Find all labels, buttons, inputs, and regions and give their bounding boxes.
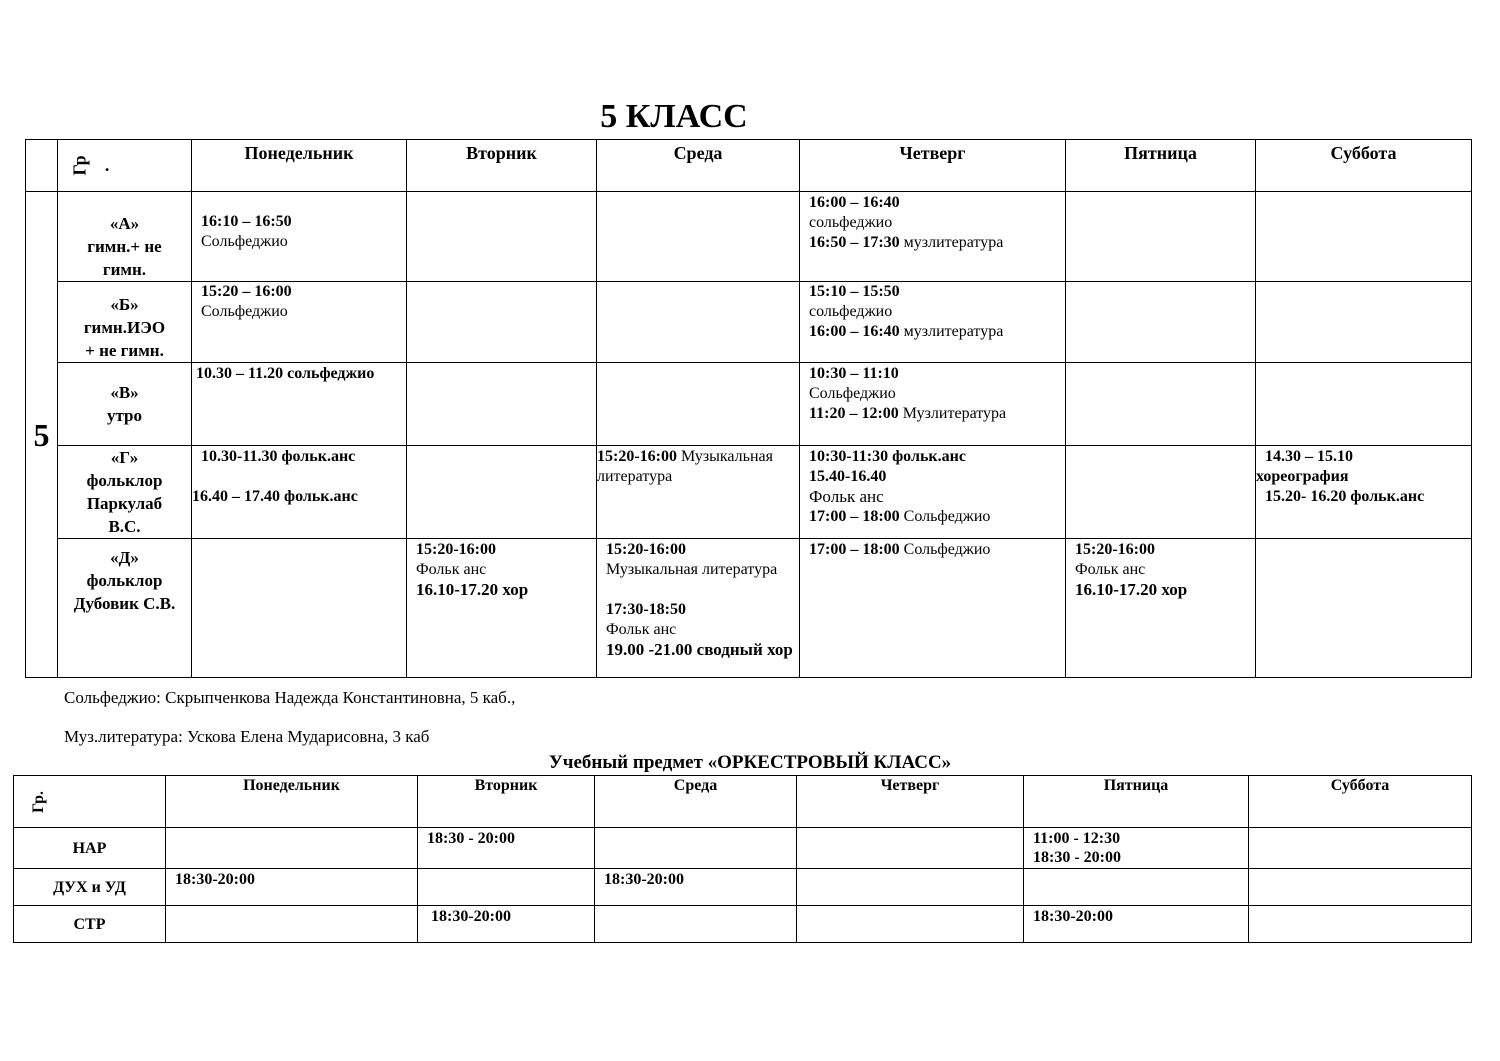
orchestra-time: 11:00 - 12:30: [1033, 830, 1121, 847]
orchestra-header-day: Среда: [595, 776, 797, 828]
lesson-cell: [192, 363, 407, 446]
group-line: утро: [106, 406, 142, 425]
group-cell: [58, 282, 192, 363]
lesson-subject: хореография: [1256, 468, 1349, 485]
empty-cell: [1066, 192, 1256, 282]
orchestra-group: ДУХ и УД: [14, 869, 166, 906]
lesson-cell: [800, 282, 1066, 363]
empty-cell: [797, 869, 1024, 906]
empty-cell: [407, 282, 597, 363]
empty-cell: [1066, 446, 1256, 539]
orchestra-header-group: [14, 776, 166, 828]
lesson-cell: [800, 539, 1066, 678]
header-group: [58, 140, 192, 192]
lesson-time: 15:10 – 15:50: [809, 283, 900, 300]
lesson-time: 17:00 – 18:00: [809, 541, 900, 558]
header-day: Четверг: [800, 140, 1066, 192]
empty-cell: [595, 828, 797, 869]
lesson-time: 16:00 – 16:40: [809, 323, 900, 340]
lesson-time: 10.30-11.30 фольк.анс: [201, 448, 356, 465]
group-line: гимн.ИЭО: [83, 318, 166, 337]
empty-cell: [407, 363, 597, 446]
class-number: 5: [26, 192, 58, 678]
group-cell: [58, 363, 192, 446]
empty-cell: [1256, 363, 1472, 446]
lesson-subject: Фольк анс: [1075, 561, 1146, 578]
group-line: гимн.: [102, 260, 147, 279]
lesson-cell: [1256, 446, 1472, 539]
orchestra-time-cell: [1024, 828, 1249, 869]
lesson-time: 15:20-16:00: [597, 448, 677, 465]
lesson-subject: Сольфеджио: [201, 233, 288, 250]
orchestra-time: 18:30-20:00: [595, 869, 797, 906]
lesson-subject: Музыкальная литература: [606, 561, 778, 578]
lesson-time: 10:30-11:30 фольк.анс: [809, 448, 966, 465]
empty-cell: [407, 446, 597, 539]
header-day: Вторник: [407, 140, 597, 192]
lesson-time: 16.10-17.20 хор: [416, 580, 529, 599]
orchestra-row-nar: [14, 828, 1472, 869]
group-line: Паркулаб: [86, 494, 163, 513]
orchestra-time: 18:30 - 20:00: [418, 828, 595, 869]
orchestra-header-day: Четверг: [797, 776, 1024, 828]
lesson-subject: Музыкальная литература: [597, 448, 773, 485]
lesson-time: 16:00 – 16:40: [809, 194, 900, 211]
lesson-time: 16:10 – 16:50: [201, 213, 292, 230]
group-line: В.С.: [108, 517, 141, 536]
empty-cell: [1249, 869, 1472, 906]
empty-cell: [192, 539, 407, 678]
lesson-time: 14.30 – 15.10: [1265, 448, 1353, 465]
lesson-time: 11:20 – 12:00: [809, 405, 899, 422]
empty-cell: [1249, 828, 1472, 869]
header-day: Пятница: [1066, 140, 1256, 192]
group-line: «А»: [109, 214, 140, 233]
lesson-subject: Сольфеджио: [809, 385, 896, 402]
lesson-subject: музлитература: [899, 234, 1004, 251]
schedule-row-d: [26, 539, 1472, 678]
lesson-time: 16.40 – 17.40 фольк.анс: [192, 488, 358, 505]
header-day: Среда: [597, 140, 800, 192]
schedule-header-row: [26, 140, 1472, 192]
empty-cell: [597, 192, 800, 282]
lesson-cell: [800, 192, 1066, 282]
empty-cell: [797, 906, 1024, 943]
group-line: «Б»: [110, 295, 139, 314]
schedule-row-a: [26, 192, 1472, 282]
empty-cell: [797, 828, 1024, 869]
lesson-subject: музлитература: [899, 323, 1004, 340]
lesson-cell: [192, 282, 407, 363]
orchestra-header-row: [14, 776, 1472, 828]
empty-cell: [1249, 906, 1472, 943]
orchestra-schedule-table: [13, 775, 1472, 943]
group-header-dot: .: [104, 155, 110, 175]
empty-cell: [166, 906, 418, 943]
orchestra-group: СТР: [14, 906, 166, 943]
lesson-cell: [597, 446, 800, 539]
lesson-cell: [800, 446, 1066, 539]
group-cell: [58, 192, 192, 282]
header-day: Суббота: [1256, 140, 1472, 192]
lesson-time: 16.10-17.20 хор: [1075, 580, 1188, 599]
empty-cell: [407, 192, 597, 282]
schedule-row-b: [26, 282, 1472, 363]
lesson-subject: Фольк анс: [416, 561, 487, 578]
orchestra-time: 18:30-20:00: [1024, 906, 1249, 943]
orchestra-header-day: Понедельник: [166, 776, 418, 828]
orchestra-header-day: Пятница: [1024, 776, 1249, 828]
lesson-subject: Сольфеджио: [201, 303, 288, 320]
header-day: Понедельник: [192, 140, 407, 192]
lesson-subject: Фольк анс: [606, 621, 677, 638]
orchestra-time: 18:30-20:00: [418, 906, 595, 943]
muzlit-teacher-note: Муз.литература: Ускова Елена Мударисовна, 3 каб: [64, 727, 430, 746]
group-line: «Д»: [110, 548, 139, 567]
lesson-time: 10:30 – 11:10: [809, 365, 899, 382]
lesson-cell: [800, 363, 1066, 446]
orchestra-header-day: Вторник: [418, 776, 595, 828]
lesson-time: 15:20-16:00: [1075, 541, 1155, 558]
orchestra-group-label: Гр.: [30, 790, 48, 813]
lesson-cell: [192, 446, 407, 539]
group-line: «Г»: [110, 448, 139, 467]
lesson-subject: Сольфеджио: [899, 541, 991, 558]
group-line: фольклор: [86, 571, 163, 590]
group-line: гимн.+ не: [87, 237, 162, 256]
group-line: «В»: [110, 383, 139, 402]
orchestra-row-str: [14, 906, 1472, 943]
lesson-time: 15:20-16:00: [606, 541, 686, 558]
class-schedule-table: [25, 139, 1472, 678]
group-header-label: Гр: [69, 155, 90, 176]
orchestra-time: 18:30 - 20:00: [1033, 849, 1121, 866]
orchestra-title: Учебный предмет «ОРКЕСТРОВЫЙ КЛАСС»: [548, 752, 952, 773]
lesson-time: 10.30 – 11.20 сольфеджио: [196, 365, 375, 382]
lesson-time: 15:20 – 16:00: [201, 283, 292, 300]
lesson-cell: [192, 192, 407, 282]
lesson-time: 17:30-18:50: [606, 601, 686, 618]
empty-cell: [1256, 192, 1472, 282]
lesson-subject: Фольк анс: [809, 487, 884, 506]
group-line: + не гимн.: [85, 341, 164, 360]
empty-cell: [1024, 869, 1249, 906]
group-cell: [58, 446, 192, 539]
lesson-time: 19.00 -21.00 сводный хор: [606, 640, 793, 659]
empty-cell: [1066, 282, 1256, 363]
schedule-row-g: [26, 446, 1472, 539]
empty-cell: [595, 906, 797, 943]
lesson-cell: [597, 539, 800, 678]
lesson-cell: [1066, 539, 1256, 678]
empty-cell: [418, 869, 595, 906]
schedule-row-v: [26, 363, 1472, 446]
orchestra-row-dukh: [14, 869, 1472, 906]
lesson-cell: [407, 539, 597, 678]
group-line: фольклор: [86, 471, 163, 490]
empty-cell: [1256, 539, 1472, 678]
group-cell: [58, 539, 192, 678]
orchestra-group: НАР: [14, 828, 166, 869]
lesson-time: 17:00 – 18:00: [809, 508, 900, 525]
orchestra-header-day: Суббота: [1249, 776, 1472, 828]
empty-cell: [597, 282, 800, 363]
header-empty-cell: [26, 140, 58, 192]
lesson-subject: Сольфеджио: [899, 508, 991, 525]
lesson-subject: сольфеджио: [809, 303, 893, 320]
lesson-subject: Музлитература: [898, 405, 1007, 422]
empty-cell: [1066, 363, 1256, 446]
lesson-time: 16:50 – 17:30: [809, 234, 900, 251]
lesson-time: 15.40-16.40: [809, 468, 887, 485]
page-title: 5 КЛАСС: [600, 98, 748, 135]
lesson-time: 15.20- 16.20 фольк.анс: [1265, 488, 1425, 505]
orchestra-time: 18:30-20:00: [166, 869, 418, 906]
group-line: Дубовик С.В.: [73, 594, 176, 613]
empty-cell: [1256, 282, 1472, 363]
empty-cell: [166, 828, 418, 869]
lesson-subject: сольфеджио: [809, 214, 893, 231]
lesson-time: 15:20-16:00: [416, 541, 496, 558]
empty-cell: [597, 363, 800, 446]
solfeggio-teacher-note: Сольфеджио: Скрыпченкова Надежда Константиновна, 5 каб.,: [64, 688, 516, 707]
